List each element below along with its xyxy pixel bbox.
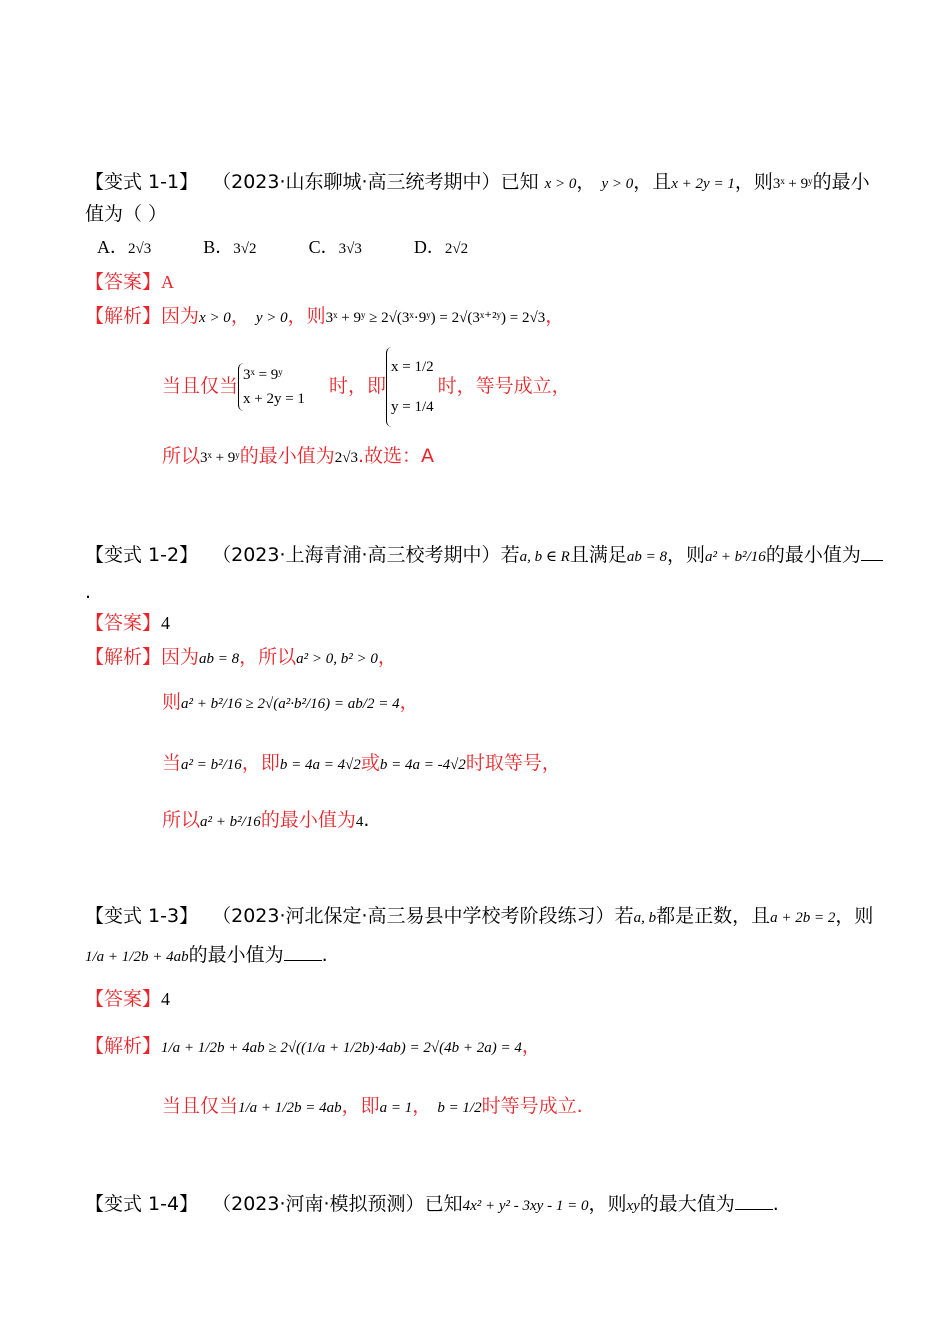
- options-row: [97, 233, 468, 263]
- analysis-line: 所以3ˣ + 9ʸ的最小值为2√3.故选：A: [162, 445, 435, 467]
- stem-text: ，: [576, 171, 596, 193]
- option-a: A．2√3: [97, 237, 152, 257]
- problem-label: 【变式 1-4】: [85, 1193, 199, 1215]
- problem-label: 【变式 1-3】: [85, 905, 199, 927]
- answer-blank: [861, 542, 883, 561]
- stem-text: ，则: [734, 171, 773, 193]
- math-expr: y > 0: [601, 176, 634, 192]
- analysis-line: 【解析】因为ab = 8，所以a² > 0, b² > 0，: [85, 646, 397, 668]
- analysis-line: 所以a² + b²/16的最小值为4.: [162, 809, 370, 831]
- analysis-label: 【解析】: [85, 1035, 162, 1057]
- math-expr: a, b ∈ R: [519, 549, 570, 565]
- math-expr: ab = 8: [626, 549, 667, 565]
- answer-value: 4: [161, 989, 171, 1009]
- problem-1-2-stem: 【变式 1-2】 （2023·上海青浦·高三校考期中）若a, b ∈ R且满足ab = 8，则a² + b²/16的最小值为: [85, 541, 883, 571]
- problem-1-4-stem: 【变式 1-4】 （2023·河南·模拟预测）已知4x² + y² - 3xy - 1 = 0，则xy的最大值为 .: [85, 1193, 779, 1215]
- option-b: B．3√2: [203, 237, 257, 257]
- analysis-label: 【解析】: [85, 305, 162, 327]
- math-expr: a² + b²/16 ≥ 2√(a²·b²/16) = ab/2 = 4: [181, 696, 400, 712]
- analysis-line: 当a² = b²/16，即b = 4a = 4√2或b = 4a = -4√2时取等号，: [162, 752, 561, 774]
- analysis-line: 当且仅当 3ˣ = 9ʸ x + 2y = 1 时，即 x = 1/2 y = 1/4 时，等号成立，: [162, 346, 571, 427]
- problem-1-3-stem-cont: 1/a + 1/2b + 4ab的最小值为 .: [85, 944, 328, 966]
- stem-text: ，且: [633, 171, 672, 193]
- math-expr: 3ˣ + 9ʸ: [772, 176, 813, 192]
- problem-source: （2023·河北保定·高三易县中学校考阶段练习）: [212, 905, 615, 927]
- answer-blank: [735, 1191, 773, 1210]
- math-expr: xy: [626, 1198, 640, 1214]
- math-expr: a² + b²/16: [705, 549, 766, 565]
- math-expr: a, b: [633, 910, 657, 926]
- problem-1-1-stem-cont: [85, 200, 167, 228]
- problem-source: （2023·河南·模拟预测）: [212, 1193, 425, 1215]
- math-expr: 1/a + 1/2b + 4ab ≥ 2√((1/a + 1/2b)·4ab) = 2√(4b + 2a) = 4: [161, 1040, 522, 1056]
- option-d: D．2√2: [413, 237, 469, 257]
- option-c: C．3√3: [308, 237, 362, 257]
- math-expr: a + 2b = 2: [770, 910, 836, 926]
- stem-text: 已知: [500, 171, 539, 193]
- stem-text: 的最小: [812, 171, 870, 193]
- answer-blank: [284, 942, 322, 961]
- problem-source: （2023·山东聊城·高三统考期中）: [212, 171, 501, 193]
- answer-label: 【答案】: [85, 271, 162, 293]
- problem-1-3-stem: 【变式 1-3】 （2023·河北保定·高三易县中学校考阶段练习）若a, b都是正数，且a + 2b = 2，则: [85, 905, 874, 927]
- problem-source: （2023·上海青浦·高三校考期中）: [212, 544, 501, 566]
- stem-text: 值为（ ）: [85, 203, 168, 225]
- problem-1-1-stem: [85, 168, 870, 198]
- analysis-line: 则a² + b²/16 ≥ 2√(a²·b²/16) = ab/2 = 4，: [162, 691, 419, 713]
- answer-row: [85, 268, 174, 296]
- stem-end: .: [85, 581, 92, 603]
- math-expr: x + 2y = 1: [671, 176, 735, 192]
- analysis-line: 【解析】因为x > 0， y > 0，则3ˣ + 9ʸ ≥ 2√(3ˣ·9ʸ) = 2√(3ˣ⁺²ʸ) = 2√3，: [85, 305, 565, 327]
- answer-row: [85, 985, 170, 1013]
- math-expr: x > 0: [544, 176, 577, 192]
- answer-label: 【答案】: [85, 612, 162, 634]
- math-expr: 1/a + 1/2b + 4ab: [85, 949, 189, 965]
- answer-value: 4: [161, 613, 171, 633]
- equation-system: 3ˣ = 9ʸ x + 2y = 1: [238, 363, 309, 411]
- equation-system: x = 1/2 y = 1/4: [386, 347, 438, 427]
- analysis-label: 【解析】: [85, 646, 162, 668]
- math-expr: 3ˣ + 9ʸ ≥ 2√(3ˣ·9ʸ) = 2√(3ˣ⁺²ʸ) = 2√3: [325, 310, 546, 326]
- problem-label: 【变式 1-1】: [85, 171, 199, 193]
- answer-label: 【答案】: [85, 988, 162, 1010]
- answer-value: A: [161, 272, 175, 292]
- math-expr: 4x² + y² - 3xy - 1 = 0: [462, 1198, 589, 1214]
- answer-row: [85, 609, 170, 637]
- problem-label: 【变式 1-2】: [85, 544, 199, 566]
- analysis-line: 【解析】1/a + 1/2b + 4ab ≥ 2√((1/a + 1/2b)·4ab) = 2√(4b + 2a) = 4，: [85, 1035, 541, 1057]
- analysis-line: 当且仅当1/a + 1/2b = 4ab，即a = 1， b = 1/2时等号成立.: [162, 1095, 583, 1117]
